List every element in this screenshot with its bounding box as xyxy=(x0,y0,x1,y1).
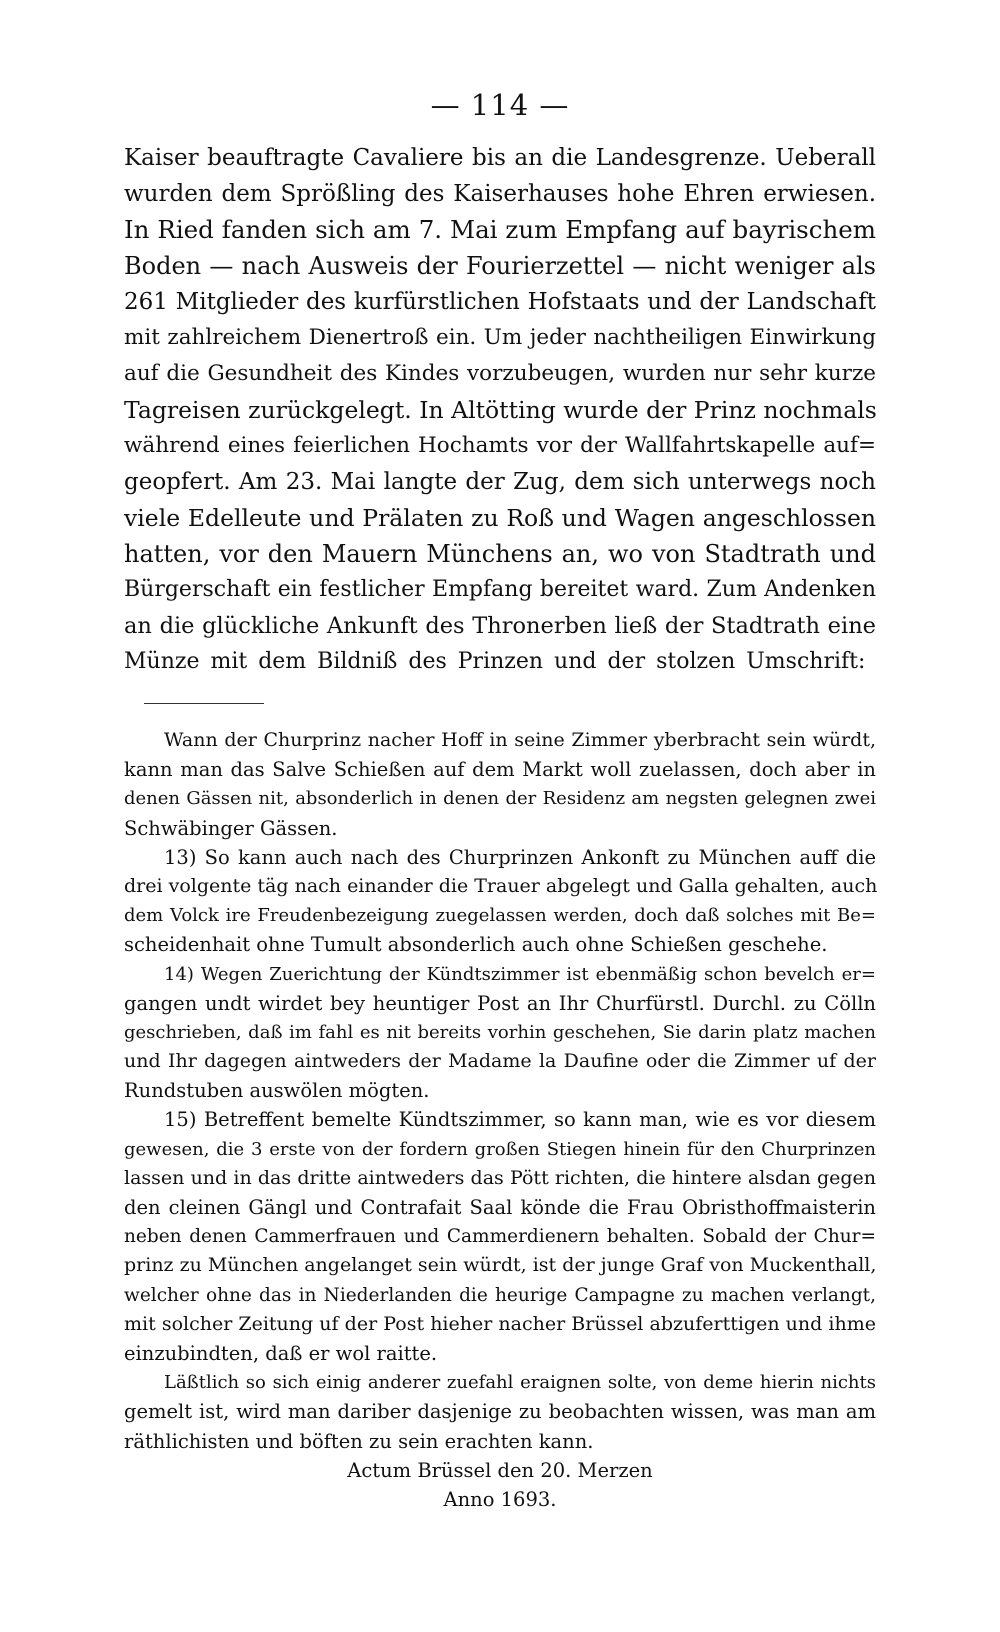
text-line: viele Edelleute und Prälaten zu Roß und Wagen angeschlossen xyxy=(124,504,876,532)
text-line: geopfert. Am 23. Mai langte der Zug, dem sich unterwegs noch xyxy=(124,469,876,495)
footnote-line: 14) Wegen Zuerichtung der Kündtszimmer ist ebenmäßig schon bevelch er= xyxy=(164,963,876,985)
footnote-line: Läßtlich so sich einig anderer zuefahl eraignen solte, von deme hierin nichts xyxy=(164,1372,876,1394)
footnote-line: kann man das Salve Schießen auf dem Markt woll zuelassen, doch aber in xyxy=(124,758,876,782)
footnote-line: mit solcher Zeitung uf der Post hieher nacher Brüssel abzuferttigen und ihme xyxy=(124,1312,876,1335)
text-line: Bürgerschaft ein festlicher Empfang bereitet ward. Zum Andenken xyxy=(124,577,876,602)
footnote-line: Rundstuben auswölen mögten. xyxy=(124,1079,430,1103)
footnote-paragraph-16 xyxy=(124,1368,876,1456)
footnote-line: räthlichisten und böften zu sein erachten kann. xyxy=(124,1429,594,1453)
text-line: mit zahlreichem Dienertroß ein. Um jeder nachtheiligen Einwirkung xyxy=(124,325,876,350)
footnote-line: dem Volck ire Freudenbezeigung zuegelassen werden, doch daß solches mit Be= xyxy=(124,905,876,927)
footnote-paragraph-14 xyxy=(124,960,876,1106)
text-line: Münze mit dem Bildniß des Prinzen und der stolzen Umschrift: xyxy=(124,649,866,674)
text-line: Tagreisen zurückgelegt. In Altötting wurde der Prinz nochmals xyxy=(124,396,877,424)
text-line: 261 Mitglieder des kurfürstlichen Hofstaats und der Landschaft xyxy=(124,289,876,315)
footnote-line: lassen und in das dritte aintweders das Pött richten, die hintere alsdan gegen xyxy=(124,1166,876,1189)
closing-year-line: Anno 1693. xyxy=(443,1487,557,1511)
footnote-line: neben denen Cammerfrauen und Cammerdienern behalten. Sobald der Chur= xyxy=(124,1226,876,1248)
footnote-line: 15) Betreffent bemelte Kündtszimmer, so kann man, wie es vor diesem xyxy=(164,1108,876,1132)
closing-date-line: Actum Brüssel den 20. Merzen xyxy=(347,1458,653,1482)
text-line: hatten, vor den Mauern Münchens an, wo von Stadtrath und xyxy=(124,540,876,568)
footnote-line: scheidenhait ohne Tumult absonderlich auch ohne Schießen geschehe. xyxy=(124,933,828,957)
footnote-line: Schwäbinger Gässen. xyxy=(124,816,338,840)
footnote-divider xyxy=(144,703,264,704)
text-line: Boden — nach Ausweis der Fourierzettel — nicht weniger als xyxy=(124,252,876,280)
page-number: — 114 — xyxy=(430,88,570,122)
footnote-line: einzubindten, daß er wol raitte. xyxy=(124,1341,438,1365)
footnote-line: und Ihr dagegen aintweders der Madame la Daufine oder die Zimmer uf der xyxy=(124,1050,876,1073)
text-line: wurden dem Sprößling des Kaiserhauses hohe Ehren erwiesen. xyxy=(124,181,876,207)
footnote-closing xyxy=(124,1456,876,1514)
footnote-line: geschrieben, daß im fahl es nit bereits vorhin geschehen, Sie darin platz machen xyxy=(124,1021,876,1043)
text-line: Kaiser beauftragte Cavaliere bis an die Landesgrenze. Ueberall xyxy=(124,145,876,171)
text-line: an die glückliche Ankunft des Thronerben ließ der Stadtrath eine xyxy=(124,613,876,639)
footnote-line: welcher ohne das in Niederlanden die heurige Campagne zu machen verlangt, xyxy=(124,1284,876,1306)
text-line: In Ried fanden sich am 7. Mai zum Empfang auf bayrischem xyxy=(124,215,876,244)
footnote-line: gangen undt wirdet bey heuntiger Post an Ihr Churfürstl. Durchl. zu Cölln xyxy=(124,991,876,1015)
footnote-paragraph-15 xyxy=(124,1105,876,1368)
main-paragraph xyxy=(124,140,876,680)
footnote-line: 13) So kann auch nach des Churprinzen Ankonft zu München auff die xyxy=(164,845,876,869)
footnote-paragraph-12 xyxy=(124,726,876,843)
footnote-line: denen Gässen nit, absonderlich in denen der Residenz am negsten gelegnen zwei xyxy=(124,788,876,810)
footnote-line: gemelt ist, wird man dariber dasjenige zu beobachten wissen, was man am xyxy=(124,1400,876,1424)
footnote-line: gewesen, die 3 erste von der fordern großen Stiegen hinein für den Churprinzen xyxy=(124,1138,876,1160)
footnote-line: Wann der Churprinz nacher Hoff in seine Zimmer yberbracht sein würdt, xyxy=(164,729,876,751)
footnote-line: den cleinen Gängl und Contrafait Saal könde die Frau Obristhoffmaisterin xyxy=(124,1196,876,1219)
footnote-line: prinz zu München angelanget sein würdt, ist der junge Graf von Muckenthall, xyxy=(124,1254,877,1277)
footnote-paragraph-13 xyxy=(124,843,876,960)
text-line: auf die Gesundheit des Kindes vorzubeugen, wurden nur sehr kurze xyxy=(124,361,876,386)
footnote-line: drei volgente täg nach einander die Trauer abgelegt und Galla gehalten, auch xyxy=(124,874,878,897)
footnote-block xyxy=(124,726,876,1514)
text-line: während eines feierlichen Hochamts vor der Wallfahrtskapelle auf= xyxy=(124,433,876,458)
